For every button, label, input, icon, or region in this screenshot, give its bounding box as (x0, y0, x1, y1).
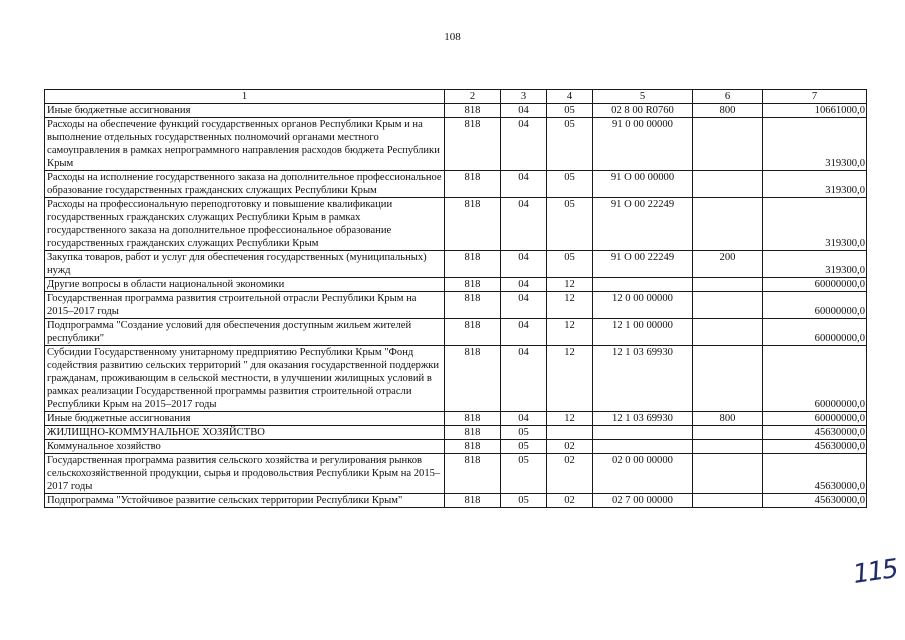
target-article-code (593, 278, 693, 292)
target-article-code: 02 0 00 00000 (593, 454, 693, 494)
table-row (45, 278, 867, 292)
ministry-code: 818 (445, 440, 501, 454)
expense-type-code (693, 319, 763, 346)
section-code: 04 (501, 319, 547, 346)
ministry-code: 818 (445, 346, 501, 412)
row-name: Расходы на исполнение государственного заказа на дополнительное профессиональное образование государственных гражданских служащих Республики Крым (45, 171, 445, 198)
column-header: 1 (45, 90, 445, 104)
section-code: 05 (501, 494, 547, 508)
table-row (45, 440, 867, 454)
amount: 60000000,0 (763, 278, 867, 292)
section-code: 04 (501, 278, 547, 292)
table-row (45, 346, 867, 412)
target-article-code: 91 О 00 22249 (593, 251, 693, 278)
subsection-code: 12 (547, 319, 593, 346)
target-article-code: 91 0 00 00000 (593, 118, 693, 171)
row-name: Расходы на обеспечение функций государственных органов Республики Крым и на выполнение отдельных государственных полномочий органами местного самоуправления в рамках непрограммного направления расходов бюджета Республики Крым (45, 118, 445, 171)
row-name: Государственная программа развития сельского хозяйства и регулирования рынков сельскохозяйственной продукции, сырья и продовольствия Республики Крым на 2015–2017 годы (45, 454, 445, 494)
expense-type-code (693, 440, 763, 454)
row-name: Закупка товаров, работ и услуг для обеспечения государственных (муниципальных) нужд (45, 251, 445, 278)
row-name: Иные бюджетные ассигнования (45, 104, 445, 118)
row-name: Другие вопросы в области национальной экономики (45, 278, 445, 292)
subsection-code: 12 (547, 412, 593, 426)
section-code: 04 (501, 171, 547, 198)
subsection-code: 05 (547, 198, 593, 251)
section-code: 05 (501, 426, 547, 440)
subsection-code: 02 (547, 440, 593, 454)
row-name: Расходы на профессиональную переподготовку и повышение квалификации государственных гражданских служащих Республики Крым в рамках государственного заказа на дополнительное профессиональное образование государственных гражданских служащих Республики Крым (45, 198, 445, 251)
table-row (45, 292, 867, 319)
expense-type-code: 200 (693, 251, 763, 278)
expense-type-code (693, 494, 763, 508)
row-name: Коммунальное хозяйство (45, 440, 445, 454)
ministry-code: 818 (445, 319, 501, 346)
column-header: 7 (763, 90, 867, 104)
table-row (45, 454, 867, 494)
amount: 45630000,0 (763, 426, 867, 440)
ministry-code: 818 (445, 454, 501, 494)
table-row (45, 319, 867, 346)
section-code: 04 (501, 118, 547, 171)
header-row (45, 90, 867, 104)
column-header: 6 (693, 90, 763, 104)
table-row (45, 412, 867, 426)
expense-type-code (693, 198, 763, 251)
handwritten-page-number: 115 (851, 554, 899, 590)
table-row (45, 494, 867, 508)
subsection-code: 02 (547, 494, 593, 508)
amount: 60000000,0 (763, 292, 867, 319)
expense-type-code (693, 278, 763, 292)
amount: 45630000,0 (763, 440, 867, 454)
subsection-code: 12 (547, 346, 593, 412)
table-row (45, 104, 867, 118)
amount: 319300,0 (763, 118, 867, 171)
target-article-code (593, 440, 693, 454)
subsection-code: 05 (547, 104, 593, 118)
table-row (45, 426, 867, 440)
target-article-code: 12 1 03 69930 (593, 412, 693, 426)
target-article-code: 91 О 00 22249 (593, 198, 693, 251)
section-code: 04 (501, 198, 547, 251)
amount: 60000000,0 (763, 319, 867, 346)
ministry-code: 818 (445, 198, 501, 251)
row-name: Подпрограмма "Создание условий для обеспечения доступным жильем жителей республики" (45, 319, 445, 346)
section-code: 04 (501, 292, 547, 319)
amount: 10661000,0 (763, 104, 867, 118)
expense-type-code (693, 426, 763, 440)
table-row (45, 251, 867, 278)
section-code: 04 (501, 104, 547, 118)
table-row (45, 118, 867, 171)
expense-type-code (693, 292, 763, 319)
expense-type-code (693, 454, 763, 494)
amount: 319300,0 (763, 251, 867, 278)
subsection-code: 02 (547, 454, 593, 494)
table-row (45, 198, 867, 251)
ministry-code: 818 (445, 494, 501, 508)
amount: 60000000,0 (763, 412, 867, 426)
subsection-code: 05 (547, 251, 593, 278)
subsection-code (547, 426, 593, 440)
amount: 45630000,0 (763, 494, 867, 508)
section-code: 04 (501, 412, 547, 426)
expense-type-code (693, 346, 763, 412)
column-header: 3 (501, 90, 547, 104)
subsection-code: 12 (547, 278, 593, 292)
table-row (45, 171, 867, 198)
target-article-code: 02 7 00 00000 (593, 494, 693, 508)
amount: 319300,0 (763, 171, 867, 198)
target-article-code: 12 0 00 00000 (593, 292, 693, 319)
ministry-code: 818 (445, 171, 501, 198)
ministry-code: 818 (445, 412, 501, 426)
target-article-code: 12 1 03 69930 (593, 346, 693, 412)
ministry-code: 818 (445, 251, 501, 278)
amount: 60000000,0 (763, 346, 867, 412)
budget-table (44, 89, 867, 508)
section-code: 04 (501, 251, 547, 278)
subsection-code: 05 (547, 118, 593, 171)
expense-type-code (693, 171, 763, 198)
ministry-code: 818 (445, 292, 501, 319)
target-article-code: 91 О 00 00000 (593, 171, 693, 198)
ministry-code: 818 (445, 278, 501, 292)
section-code: 05 (501, 440, 547, 454)
target-article-code: 12 1 00 00000 (593, 319, 693, 346)
column-header: 4 (547, 90, 593, 104)
page-number: 108 (444, 31, 461, 43)
row-name: Субсидии Государственному унитарному предприятию Республики Крым "Фонд содействия развитию сельских территорий " для оказания государственной поддержки гражданам, проживающим в сельской местности, в улучшении жилищных условий в рамках реализации Государственной программы развития строительной отрасли Республики Крым на 2015–2017 годы (45, 346, 445, 412)
amount: 319300,0 (763, 198, 867, 251)
expense-type-code: 800 (693, 412, 763, 426)
ministry-code: 818 (445, 118, 501, 171)
target-article-code: 02 8 00 R0760 (593, 104, 693, 118)
subsection-code: 05 (547, 171, 593, 198)
row-name: Подпрограмма "Устойчивое развитие сельских территории Республики Крым" (45, 494, 445, 508)
column-header: 2 (445, 90, 501, 104)
amount: 45630000,0 (763, 454, 867, 494)
expense-type-code (693, 118, 763, 171)
column-header: 5 (593, 90, 693, 104)
row-name: Иные бюджетные ассигнования (45, 412, 445, 426)
section-code: 04 (501, 346, 547, 412)
target-article-code (593, 426, 693, 440)
section-code: 05 (501, 454, 547, 494)
row-name: ЖИЛИЩНО-КОММУНАЛЬНОЕ ХОЗЯЙСТВО (45, 426, 445, 440)
ministry-code: 818 (445, 104, 501, 118)
ministry-code: 818 (445, 426, 501, 440)
row-name: Государственная программа развития строительной отрасли Республики Крым на 2015–2017 годы (45, 292, 445, 319)
subsection-code: 12 (547, 292, 593, 319)
expense-type-code: 800 (693, 104, 763, 118)
